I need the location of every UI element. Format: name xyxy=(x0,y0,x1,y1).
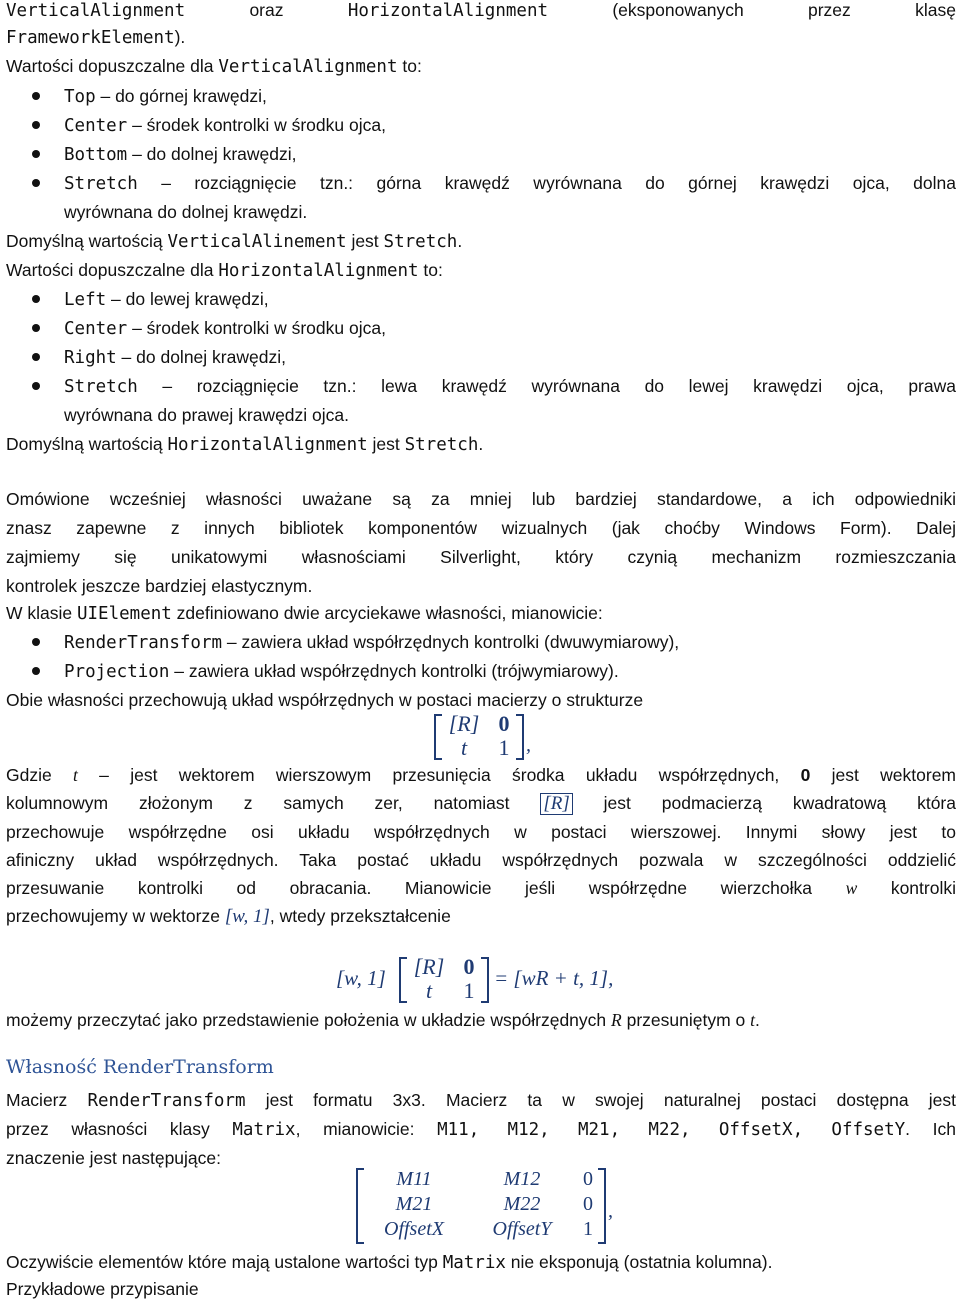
matrix-cell: t xyxy=(425,978,433,1003)
text-fragment: – do lewej krawędzi, xyxy=(106,289,269,309)
paragraph-line: Omówione wcześniej własności uważane są za mniej lub bardziej standardowe, a ich odpowiedniki xyxy=(6,489,956,509)
text-fragment: jest xyxy=(346,231,384,251)
matrix-cell: [R] xyxy=(413,954,445,979)
bullet-icon xyxy=(30,315,40,341)
text-fragment: klasę xyxy=(915,0,956,20)
paragraph-line: znasz zapewne z innych bibliotek komponentów wizualnych (jak choćby Windows Form). Dalej xyxy=(6,518,956,538)
text-fragment: kontrolki xyxy=(857,878,956,898)
paragraph-line xyxy=(6,790,956,817)
matrix-cell: [R] xyxy=(448,711,480,736)
bracket-left xyxy=(399,957,407,1003)
text-fragment: Oczywiście elementów które mają ustalone wartości typ xyxy=(6,1252,443,1272)
bracket-right xyxy=(516,714,524,760)
code-term: Matrix xyxy=(442,1253,506,1273)
list-item xyxy=(64,629,679,656)
text-fragment: jest xyxy=(367,434,405,454)
text-fragment: przechowujemy w wektorze xyxy=(6,906,225,926)
code-term: Projection xyxy=(64,662,170,682)
math-symbol: w xyxy=(845,878,858,898)
text-fragment: kolumnowym złożonym z samych zer, natomiast xyxy=(6,793,541,813)
math-symbol: t xyxy=(750,1010,755,1030)
list-item xyxy=(64,170,956,197)
code-term: Bottom xyxy=(64,145,128,165)
code-term: HorizontalAlignment xyxy=(347,1,549,21)
code-term: Center xyxy=(64,319,128,339)
text-fragment: zdefiniowano dwie arcyciekawe własności, mianowicie: xyxy=(171,603,603,623)
code-term: UIElement xyxy=(76,604,172,624)
text-fragment: (eksponowanych xyxy=(612,0,744,20)
text-line: Przykładowe przypisanie xyxy=(6,1279,199,1299)
matrix-3x3 xyxy=(356,1168,606,1244)
text-fragment: przez xyxy=(808,0,851,20)
matrix-cell: t xyxy=(460,735,468,760)
math-symbol xyxy=(540,793,572,814)
bracket-left xyxy=(434,714,442,760)
text-fragment: przez własności klasy xyxy=(6,1119,233,1139)
code-term: RenderTransform xyxy=(64,633,223,653)
text-fragment: Domyślną wartością xyxy=(6,434,168,454)
text-fragment: – środek kontrolki w środku ojca, xyxy=(127,318,386,338)
paragraph-line xyxy=(6,903,451,930)
bullet-icon xyxy=(30,112,40,138)
text-fragment: nie eksponują (ostatnia kolumna). xyxy=(505,1252,773,1272)
bracket-right xyxy=(481,957,489,1003)
text-fragment: ). xyxy=(174,27,186,47)
matrix-cell: OffsetX xyxy=(384,1218,444,1240)
code-term: RenderTransform xyxy=(87,1091,246,1111)
paragraph-line xyxy=(6,1116,956,1143)
math-symbol: t xyxy=(73,765,78,785)
code-term: FrameworkElement xyxy=(6,28,175,48)
text-line xyxy=(6,431,483,458)
bullet-icon xyxy=(30,170,40,196)
paragraph-line xyxy=(6,875,956,901)
matrix-cell: M21 xyxy=(395,1193,433,1215)
matrix-cell: M11 xyxy=(396,1168,432,1190)
text-fragment: przesuwanie kontrolki od obracania. Mianowicie jeśli współrzędne wierzchołka xyxy=(6,878,846,898)
text-fragment: jest podmacierzą kwadratową która xyxy=(572,793,956,813)
math-symbol: 0 xyxy=(800,765,811,785)
text-fragment: – zawiera układ współrzędnych kontrolki (dwuwymiarowy), xyxy=(222,632,680,652)
text-fragment: W klasie xyxy=(6,603,77,623)
text-fragment: – do górnej krawędzi, xyxy=(95,86,267,106)
paragraph-line: znaczenie jest następujące: xyxy=(6,1148,221,1168)
text-fragment: Gdzie xyxy=(6,765,74,785)
matrix-cell: 0 xyxy=(498,711,510,736)
equation-right: = [wR + t, 1], xyxy=(494,966,614,990)
code-term: Left xyxy=(64,290,107,310)
paragraph-line: zajmiemy się unikatowymi własnościami Silverlight, który czynią mechanizm rozmieszczania xyxy=(6,547,956,567)
text-fragment: Domyślną wartością xyxy=(6,231,168,251)
matrix-block-rt xyxy=(434,711,524,760)
section-heading: Własność RenderTransform xyxy=(6,1056,274,1078)
text-fragment: Wartości dopuszczalne dla xyxy=(6,56,219,76)
matrix-cell: 1 xyxy=(498,735,510,760)
text-fragment: to: xyxy=(397,56,422,76)
text-fragment: – rozciągnięcie tzn.: lewa krawędź wyrównana do lewej krawędzi ojca, prawa xyxy=(137,376,956,396)
code-term: HorizontalAlignment xyxy=(218,261,419,281)
math-symbol: R xyxy=(611,1010,622,1030)
bullet-icon xyxy=(30,629,40,655)
equation-matrix xyxy=(399,954,489,1003)
code-term: Center xyxy=(64,116,128,136)
list-item-continuation: wyrównana do dolnej krawędzi. xyxy=(64,202,308,222)
list-item-continuation: wyrównana do prawej krawędzi ojca. xyxy=(64,405,349,425)
bullet-icon xyxy=(30,658,40,684)
matrix-cell: M12 xyxy=(503,1168,541,1190)
code-term: Stretch xyxy=(64,377,138,397)
text-line xyxy=(6,1007,760,1033)
matrix-cell: 0 xyxy=(583,1193,593,1215)
matrix-cell: 1 xyxy=(583,1218,593,1240)
code-term: Top xyxy=(64,87,96,107)
text-line xyxy=(6,53,422,80)
matrix-cell: 1 xyxy=(463,978,475,1003)
text-line xyxy=(6,257,443,284)
matrix-trailing-comma: , xyxy=(526,734,531,756)
text-fragment: jest wektorem xyxy=(810,765,957,785)
text-fragment: – do dolnej krawędzi, xyxy=(116,347,286,367)
list-item xyxy=(64,373,956,400)
code-term: HorizontalAlignment xyxy=(167,435,368,455)
list-item xyxy=(64,83,267,110)
text-fragment: oraz xyxy=(249,0,284,20)
text-fragment: to: xyxy=(418,260,443,280)
text-line xyxy=(6,24,185,51)
bullet-icon xyxy=(30,83,40,109)
text-fragment: . xyxy=(754,1010,760,1030)
code-term: Matrix xyxy=(232,1120,296,1140)
text-fragment: Wartości dopuszczalne dla xyxy=(6,260,219,280)
matrix-cell: M22 xyxy=(503,1193,541,1215)
code-term: VerticalAlignment xyxy=(218,57,398,77)
matrix-cell: OffsetY xyxy=(492,1218,552,1240)
code-term: Stretch xyxy=(404,435,479,455)
paragraph-line: przechowuje współrzędne osi układu współrzędnych w postaci wierszowej. Innymi słowy jest to xyxy=(6,822,956,842)
paragraph-line: kontrolek jeszcze bardziej elastycznym. xyxy=(6,576,313,596)
bracket-right xyxy=(598,1168,606,1244)
text-fragment: przesuniętym o xyxy=(621,1010,751,1030)
text-line xyxy=(6,0,956,24)
paragraph-line xyxy=(6,762,956,788)
text-fragment: . Ich xyxy=(905,1119,956,1139)
text-fragment: – do dolnej krawędzi, xyxy=(127,144,297,164)
text-fragment: , wtedy przekształcenie xyxy=(269,906,451,926)
text-fragment: – rozciągnięcie tzn.: górna krawędź wyrównana do górnej krawędzi ojca, dolna xyxy=(137,173,956,193)
bullet-icon xyxy=(30,344,40,370)
matrix-cell: 0 xyxy=(463,954,475,979)
text-line xyxy=(6,1249,772,1276)
text-fragment: jest formatu 3x3. Macierz ta w swojej naturalnej postaci dostępna jest xyxy=(245,1090,957,1110)
paragraph-line: afiniczny układ współrzędnych. Taka postać układu współrzędnych pozwala w szczególności oddzielić xyxy=(6,850,956,870)
bullet-icon xyxy=(30,286,40,312)
text-fragment: – jest wektorem wierszowym przesunięcia środka układu współrzędnych, xyxy=(77,765,801,785)
paragraph-line xyxy=(6,1087,956,1114)
text-fragment: możemy przeczytać jako przedstawienie położenia w układzie współrzędnych xyxy=(6,1010,612,1030)
text-fragment: . xyxy=(457,231,463,251)
bullet-icon xyxy=(30,373,40,399)
text-line xyxy=(6,228,462,255)
list-item xyxy=(64,141,297,168)
equation-left: [w, 1] xyxy=(336,966,386,990)
text-fragment: , mianowicie: xyxy=(295,1119,438,1139)
text-fragment: . xyxy=(478,434,484,454)
text-fragment: – środek kontrolki w środku ojca, xyxy=(127,115,386,135)
code-term: M11, M12, M21, M22, OffsetX, OffsetY xyxy=(437,1120,906,1140)
matrix-cell: 0 xyxy=(583,1168,593,1190)
bullet-icon xyxy=(30,141,40,167)
code-term: Stretch xyxy=(64,174,138,194)
code-term: Stretch xyxy=(383,232,458,252)
code-term: VerticalAlinement xyxy=(167,232,347,252)
math-symbol-text: [R] xyxy=(540,793,572,815)
text-line xyxy=(6,600,603,627)
text-fragment: Macierz xyxy=(6,1090,88,1110)
math-symbol: [w, 1] xyxy=(224,906,270,927)
text-line: Obie własności przechowują układ współrzędnych w postaci macierzy o strukturze xyxy=(6,690,644,710)
list-item xyxy=(64,344,286,371)
list-item xyxy=(64,112,386,139)
code-term: VerticalAlignment xyxy=(6,1,186,21)
list-item xyxy=(64,286,269,313)
code-term: Right xyxy=(64,348,117,368)
list-item xyxy=(64,315,386,342)
text-fragment: – zawiera układ współrzędnych kontrolki (trójwymiarowy). xyxy=(169,661,619,681)
matrix-trailing-comma: , xyxy=(608,1200,613,1222)
list-item xyxy=(64,658,619,685)
